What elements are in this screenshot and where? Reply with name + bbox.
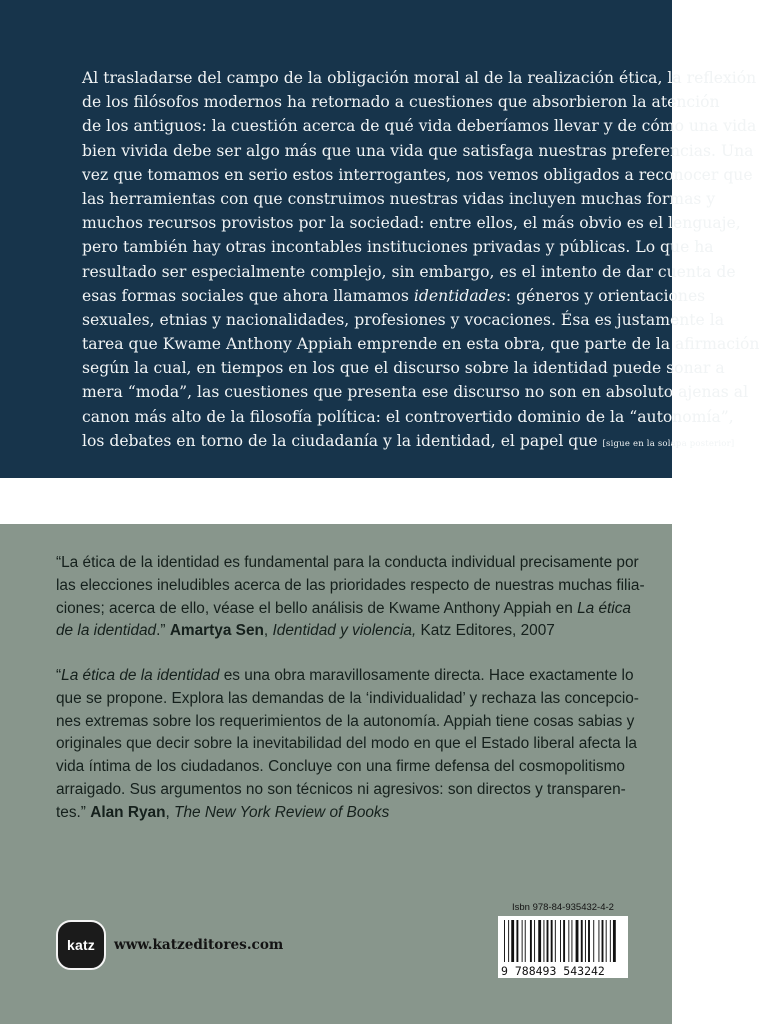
quote-line: arraigado. Sus argumentos no son técnicos ni agresivos: son directos y transparen- (56, 780, 626, 798)
continued-note: [sigue en la solapa posterior] (602, 438, 735, 449)
barcode-bar (602, 920, 604, 962)
barcode-bar (516, 920, 518, 962)
barcode-bar (568, 920, 569, 962)
quote-source-work: Identidad y violencia, (272, 622, 417, 640)
quote-author: Alan Ryan (90, 803, 166, 821)
intro-line: resultado ser especialmente complejo, sin embargo, es el intento de dar cuenta de (82, 262, 736, 281)
intro-line: según la cual, en tiempos en los que el discurso sobre la identidad puede sonar a (82, 359, 725, 378)
quote-text-segment: es una obra maravillosamente directa. Hace exactamente lo (219, 667, 634, 684)
intro-line: muchos recursos provistos por la sociedad: entre ellos, el más obvio es el lenguaje, (82, 214, 741, 233)
quote-source-work: The New York Review of Books (174, 803, 390, 821)
barcode-bar (581, 920, 583, 962)
intro-line: de los filósofos modernos ha retornado a cuestiones que absorbieron la atención (82, 93, 720, 112)
barcode-bar (576, 920, 579, 962)
barcode-bar (613, 920, 616, 962)
barcode-bar (538, 920, 541, 962)
quote-text-segment: , (165, 803, 175, 821)
intro-line (82, 284, 706, 308)
intro-text-segment: : géneros y orientaciones (505, 286, 706, 305)
barcode-bar (534, 920, 535, 962)
quote-text-segment: .” (156, 622, 170, 640)
intro-text (82, 66, 759, 453)
intro-line: mera “moda”, las cuestiones que presenta ese discurso no son en absoluto ajenas al (82, 383, 749, 402)
quote-text-segment: , (263, 622, 273, 640)
intro-line (82, 429, 735, 453)
intro-line: vez que tomamos en serio estos interrogantes, nos vemos obligados a reconocer que (82, 165, 753, 184)
intro-line: Al trasladarse del campo de la obligación moral al de la realización ética, la reflexión (82, 69, 757, 87)
barcode-bar (606, 920, 607, 962)
quote-line: originales que decir sobre la inevitabilidad del modo en que el Estado liberal afecta la (56, 735, 637, 753)
publisher-website: www.katzeditores.com (114, 937, 284, 953)
quote-text-segment: tes.” (56, 803, 91, 821)
barcode-bar (543, 920, 544, 962)
intro-text-segment: esas formas sociales que ahora llamamos (82, 286, 414, 305)
barcode-graphic (498, 916, 628, 978)
barcode-bar (563, 920, 565, 962)
barcode-bar (522, 920, 523, 962)
quote-line (56, 665, 634, 688)
quote-alan-ryan (56, 665, 639, 825)
quote-line: “La ética de la identidad es fundamental para la conducta individual precisamente por (56, 554, 639, 571)
barcode-digits: 9 788493 543242 (501, 964, 605, 978)
barcode-bar (525, 920, 526, 962)
barcode-bar (571, 920, 572, 962)
intro-line: bien vivida debe ser algo más que una vida que satisfaga nuestras preferencias. Una (82, 141, 754, 160)
barcode-bar (551, 920, 553, 962)
intro-line: pero también hay otras incontables instituciones privadas y públicas. Lo que ha (82, 238, 714, 257)
quote-text-segment: ciones; acerca de ello, véase el bello análisis de Kwame Anthony Appiah en (56, 599, 578, 617)
barcode-bar (511, 920, 514, 962)
isbn-label: Isbn 978-84-935432-4-2 (512, 902, 614, 913)
barcode-bar (610, 920, 611, 962)
barcode-bar (593, 920, 594, 962)
quote-line: vida íntima de los ciudadanos. Concluye con una firme defensa del cosmopolitismo (56, 758, 625, 776)
white-band (0, 478, 672, 524)
quote-author: Amartya Sen (169, 622, 264, 640)
quote-line: las elecciones ineludibles acerca de las prioridades respecto de nuestras muchas filia- (56, 576, 645, 594)
quote-amartya-sen (56, 552, 645, 643)
barcode-bar (530, 920, 532, 962)
barcode-bar (585, 920, 586, 962)
quote-line: que se propone. Explora las demandas de la ‘individualidad’ y rechaza las concepcio- (56, 689, 639, 707)
barcode-bar (588, 920, 590, 962)
intro-italic-term: identidades (413, 286, 506, 305)
barcode-bar (598, 920, 599, 962)
intro-line: canon más alto de la filosofía política: el controvertido dominio de la “autonomía”, (82, 407, 734, 426)
intro-line: tarea que Kwame Anthony Appiah emprende en esta obra, que parte de la afirmación (82, 335, 759, 354)
barcode-bar (508, 920, 509, 962)
quote-line (56, 620, 625, 643)
quote-line: nes extremas sobre los requerimientos de la autonomía. Appiah tiene cosas sabias y (56, 712, 635, 730)
quote-text-segment: “ (56, 667, 62, 684)
barcode-bar (547, 920, 549, 962)
quote-book-title: de la identidad (56, 622, 157, 640)
barcode-bar (560, 920, 561, 962)
barcode-bar (504, 920, 505, 962)
quote-book-title: La ética (577, 599, 631, 617)
barcode (498, 916, 628, 978)
quote-line (56, 598, 631, 621)
quote-book-title: La ética de la identidad (61, 667, 220, 684)
quote-publisher: Katz Editores, 2007 (416, 622, 555, 640)
quote-line (56, 802, 625, 825)
katz-logo: katz (56, 920, 106, 970)
intro-text-segment: los debates en torno de la ciudadanía y la identidad, el papel que (82, 431, 598, 450)
intro-line: de los antiguos: la cuestión acerca de qué vida deberíamos llevar y de cómo una vida (82, 117, 757, 136)
intro-line: sexuales, etnias y nacionalidades, profesiones y vocaciones. Ésa es justamente la (82, 310, 725, 329)
barcode-bar (555, 920, 556, 962)
intro-line: las herramientas con que construimos nuestras vidas incluyen muchas formas y (82, 189, 716, 208)
